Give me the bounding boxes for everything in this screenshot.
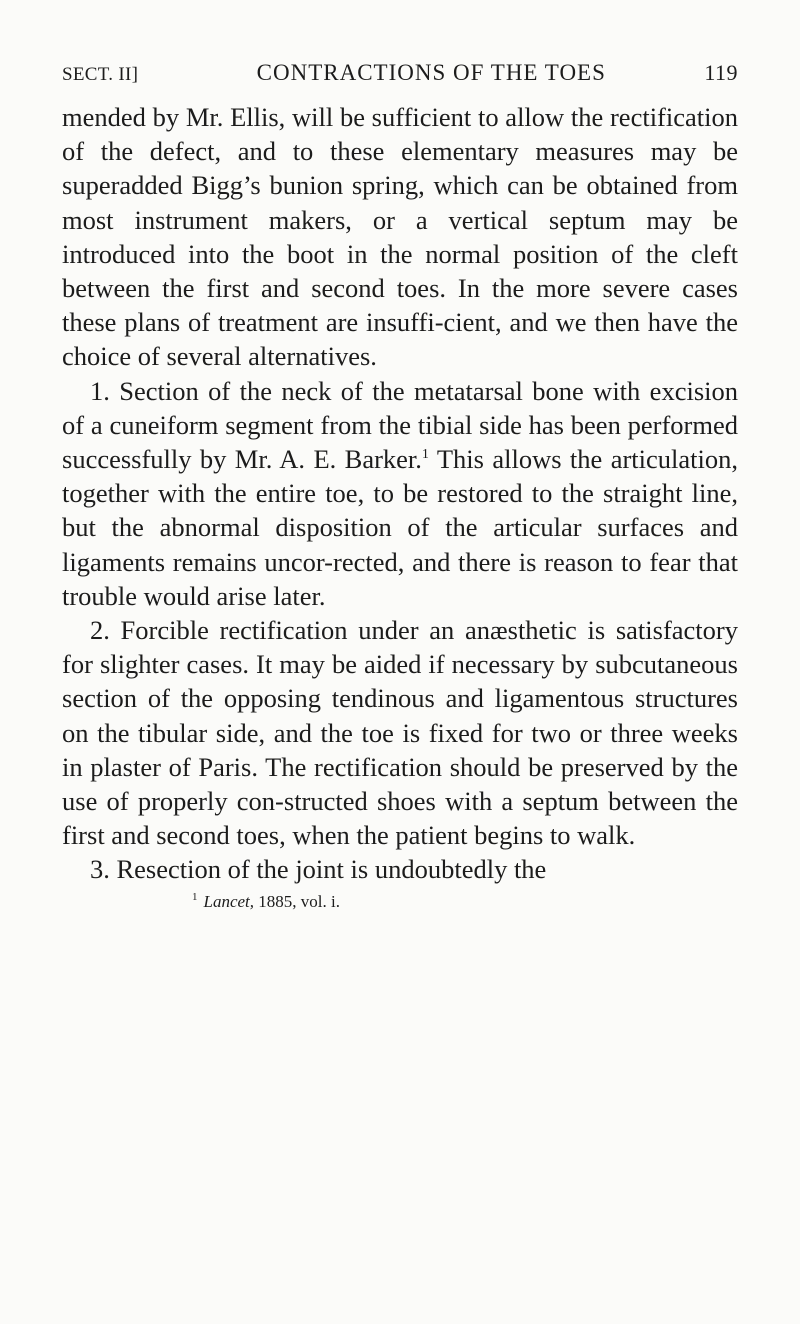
running-head [62, 60, 738, 100]
paragraph-text: 1. Section of the neck of the metatarsal bone with excision of a cuneiform segment from the tibial side has been performed successfully by Mr. A. E. Barker. [62, 375, 738, 475]
section-label: SECT. II] [62, 64, 139, 85]
footnote-journal: Lancet, [203, 891, 255, 911]
footnote [62, 891, 738, 913]
paragraph-item-1 [62, 374, 738, 613]
paragraph-item-3: 3. Resection of the joint is undoubtedly the [90, 854, 547, 885]
body-text [62, 100, 738, 887]
footnote-reference: 1 [421, 447, 429, 463]
paragraph-text: This allows the articulation, together with the entire toe, to be restored to the straight line, but the abnormal disposition of the articular surfaces and ligaments remains uncor-rected, and there is reason to fear that trouble would arise later. [62, 444, 738, 611]
book-page [62, 60, 738, 913]
paragraph-continuation: mended by Mr. Ellis, will be sufficient to allow the rectification of the defect, and to these elementary measures may be superadded Bigg’s bunion spring, which can be obtained from most instrument makers, or a vertical septum may be introduced into the boot in the normal position of the cleft between the first and second toes. In the more severe cases these plans of treatment are insuffi-cient, and we then have the choice of several alternatives. [62, 102, 738, 372]
footnote-mark: 1 [192, 891, 198, 904]
paragraph-item-2: 2. Forcible rectification under an anæsthetic is satisfactory for slighter cases. It may be aided if necessary by subcutaneous section of the opposing tendinous and ligamentous structures on the tibular side, and the toe is fixed for two or three weeks in plaster of Paris. The rectification should be preserved by the use of properly con-structed shoes with a septum between the first and second toes, when the patient begins to walk. [62, 615, 738, 851]
page-number: 119 [704, 60, 738, 85]
running-title: CONTRACTIONS OF THE TOES [256, 60, 606, 85]
footnote-citation: 1885, vol. i. [254, 891, 340, 911]
